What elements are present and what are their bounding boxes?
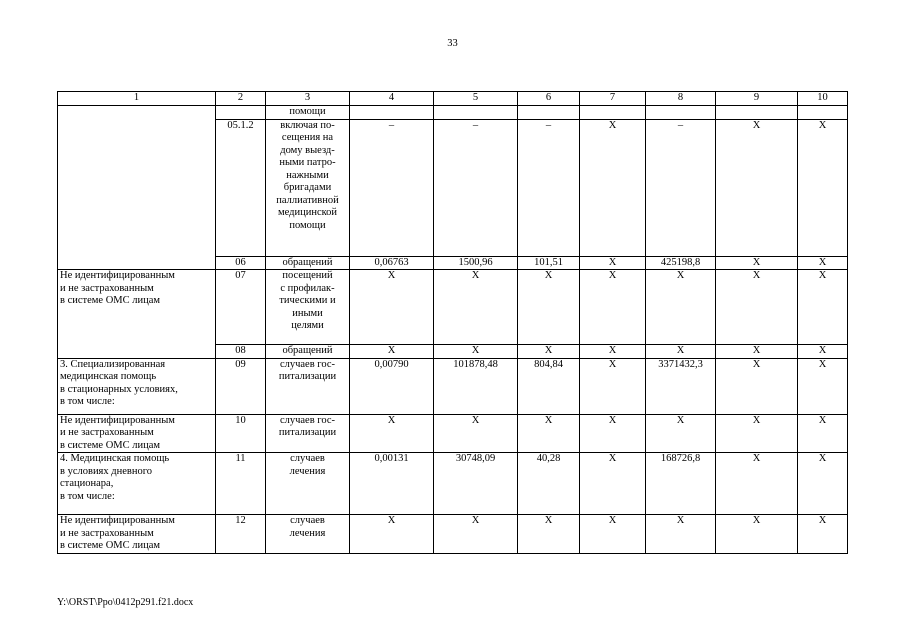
value-cell: – [518,119,580,256]
value-cell: – [434,119,518,256]
row-label-cell: 3. Специализированная медицинская помощь в стационарных условиях, в том числе: [58,358,216,414]
unit-cell: случаев лечения [266,453,350,515]
value-cell: X [350,270,434,345]
value-cell: X [580,119,646,256]
value-cell: X [580,453,646,515]
value-cell: 1500,96 [434,256,518,270]
header-cell: 3 [266,92,350,106]
value-cell: X [434,345,518,359]
value-cell: X [434,515,518,554]
value-cell: X [580,515,646,554]
value-cell: X [798,515,848,554]
value-cell: X [798,270,848,345]
row-code-cell: 05.1.2 [216,119,266,256]
table-row [58,515,848,554]
value-cell: – [646,119,716,256]
header-cell: 7 [580,92,646,106]
row-code-cell [216,106,266,120]
value-cell: X [798,358,848,414]
value-cell: 0,06763 [350,256,434,270]
value-cell: 804,84 [518,358,580,414]
value-cell: 30748,09 [434,453,518,515]
value-cell: X [518,515,580,554]
row-label-cell: 4. Медицинская помощь в условиях дневного стационара, в том числе: [58,453,216,515]
value-cell: X [646,270,716,345]
row-label-cell: Не идентифицированным и не застрахованным в системе ОМС лицам [58,270,216,359]
value-cell: 101878,48 [434,358,518,414]
value-cell: X [580,256,646,270]
value-cell: X [580,345,646,359]
value-cell [646,106,716,120]
table-row [58,106,848,120]
value-cell [350,106,434,120]
value-cell: X [716,119,798,256]
value-cell: – [350,119,434,256]
value-cell: X [716,358,798,414]
value-cell: X [580,414,646,453]
header-cell: 1 [58,92,216,106]
unit-cell: включая по- сещения на дому выезд- ными патро- нажными бригадами паллиативной медицинской помощи [266,119,350,256]
header-cell: 10 [798,92,848,106]
value-cell: X [716,256,798,270]
value-cell [798,106,848,120]
value-cell: 168726,8 [646,453,716,515]
value-cell: X [716,414,798,453]
header-cell: 5 [434,92,518,106]
value-cell: X [646,414,716,453]
value-cell: X [798,119,848,256]
unit-cell: обращений [266,256,350,270]
header-cell: 6 [518,92,580,106]
table-row [58,358,848,414]
row-label-cell [58,106,216,270]
row-code-cell: 11 [216,453,266,515]
value-cell: X [434,414,518,453]
row-label-cell: Не идентифицированным и не застрахованным в системе ОМС лицам [58,515,216,554]
row-code-cell: 10 [216,414,266,453]
value-cell: X [518,270,580,345]
header-cell: 9 [716,92,798,106]
value-cell [518,106,580,120]
value-cell: 425198,8 [646,256,716,270]
row-code-cell: 06 [216,256,266,270]
value-cell: X [798,256,848,270]
value-cell: 40,28 [518,453,580,515]
unit-cell: помощи [266,106,350,120]
row-code-cell: 08 [216,345,266,359]
table-row [58,414,848,453]
header-cell: 4 [350,92,434,106]
header-cell: 2 [216,92,266,106]
value-cell: X [798,414,848,453]
value-cell: 3371432,3 [646,358,716,414]
value-cell: X [580,270,646,345]
data-table [57,91,848,554]
unit-cell: посещений с профилак- тическими и иными целями [266,270,350,345]
value-cell: X [350,345,434,359]
table-row [58,453,848,515]
value-cell: X [350,414,434,453]
value-cell [580,106,646,120]
value-cell: 0,00131 [350,453,434,515]
page-number: 33 [447,38,458,49]
unit-cell: случаев гос- питализации [266,358,350,414]
value-cell: 101,51 [518,256,580,270]
value-cell: X [646,515,716,554]
value-cell: X [646,345,716,359]
value-cell: X [716,270,798,345]
value-cell: X [434,270,518,345]
value-cell: X [518,345,580,359]
header-row [58,92,848,106]
value-cell: X [798,453,848,515]
value-cell: X [716,345,798,359]
file-path-footer: Y:\ORST\Ppo\0412p291.f21.docx [57,597,194,608]
value-cell: X [580,358,646,414]
value-cell: X [798,345,848,359]
header-cell: 8 [646,92,716,106]
value-cell: X [716,515,798,554]
value-cell [434,106,518,120]
row-code-cell: 12 [216,515,266,554]
value-cell [716,106,798,120]
value-cell: 0,00790 [350,358,434,414]
unit-cell: обращений [266,345,350,359]
unit-cell: случаев гос- питализации [266,414,350,453]
value-cell: X [350,515,434,554]
table-row [58,270,848,345]
value-cell: X [716,453,798,515]
unit-cell: случаев лечения [266,515,350,554]
row-code-cell: 07 [216,270,266,345]
value-cell: X [518,414,580,453]
row-code-cell: 09 [216,358,266,414]
row-label-cell: Не идентифицированным и не застрахованным в системе ОМС лицам [58,414,216,453]
